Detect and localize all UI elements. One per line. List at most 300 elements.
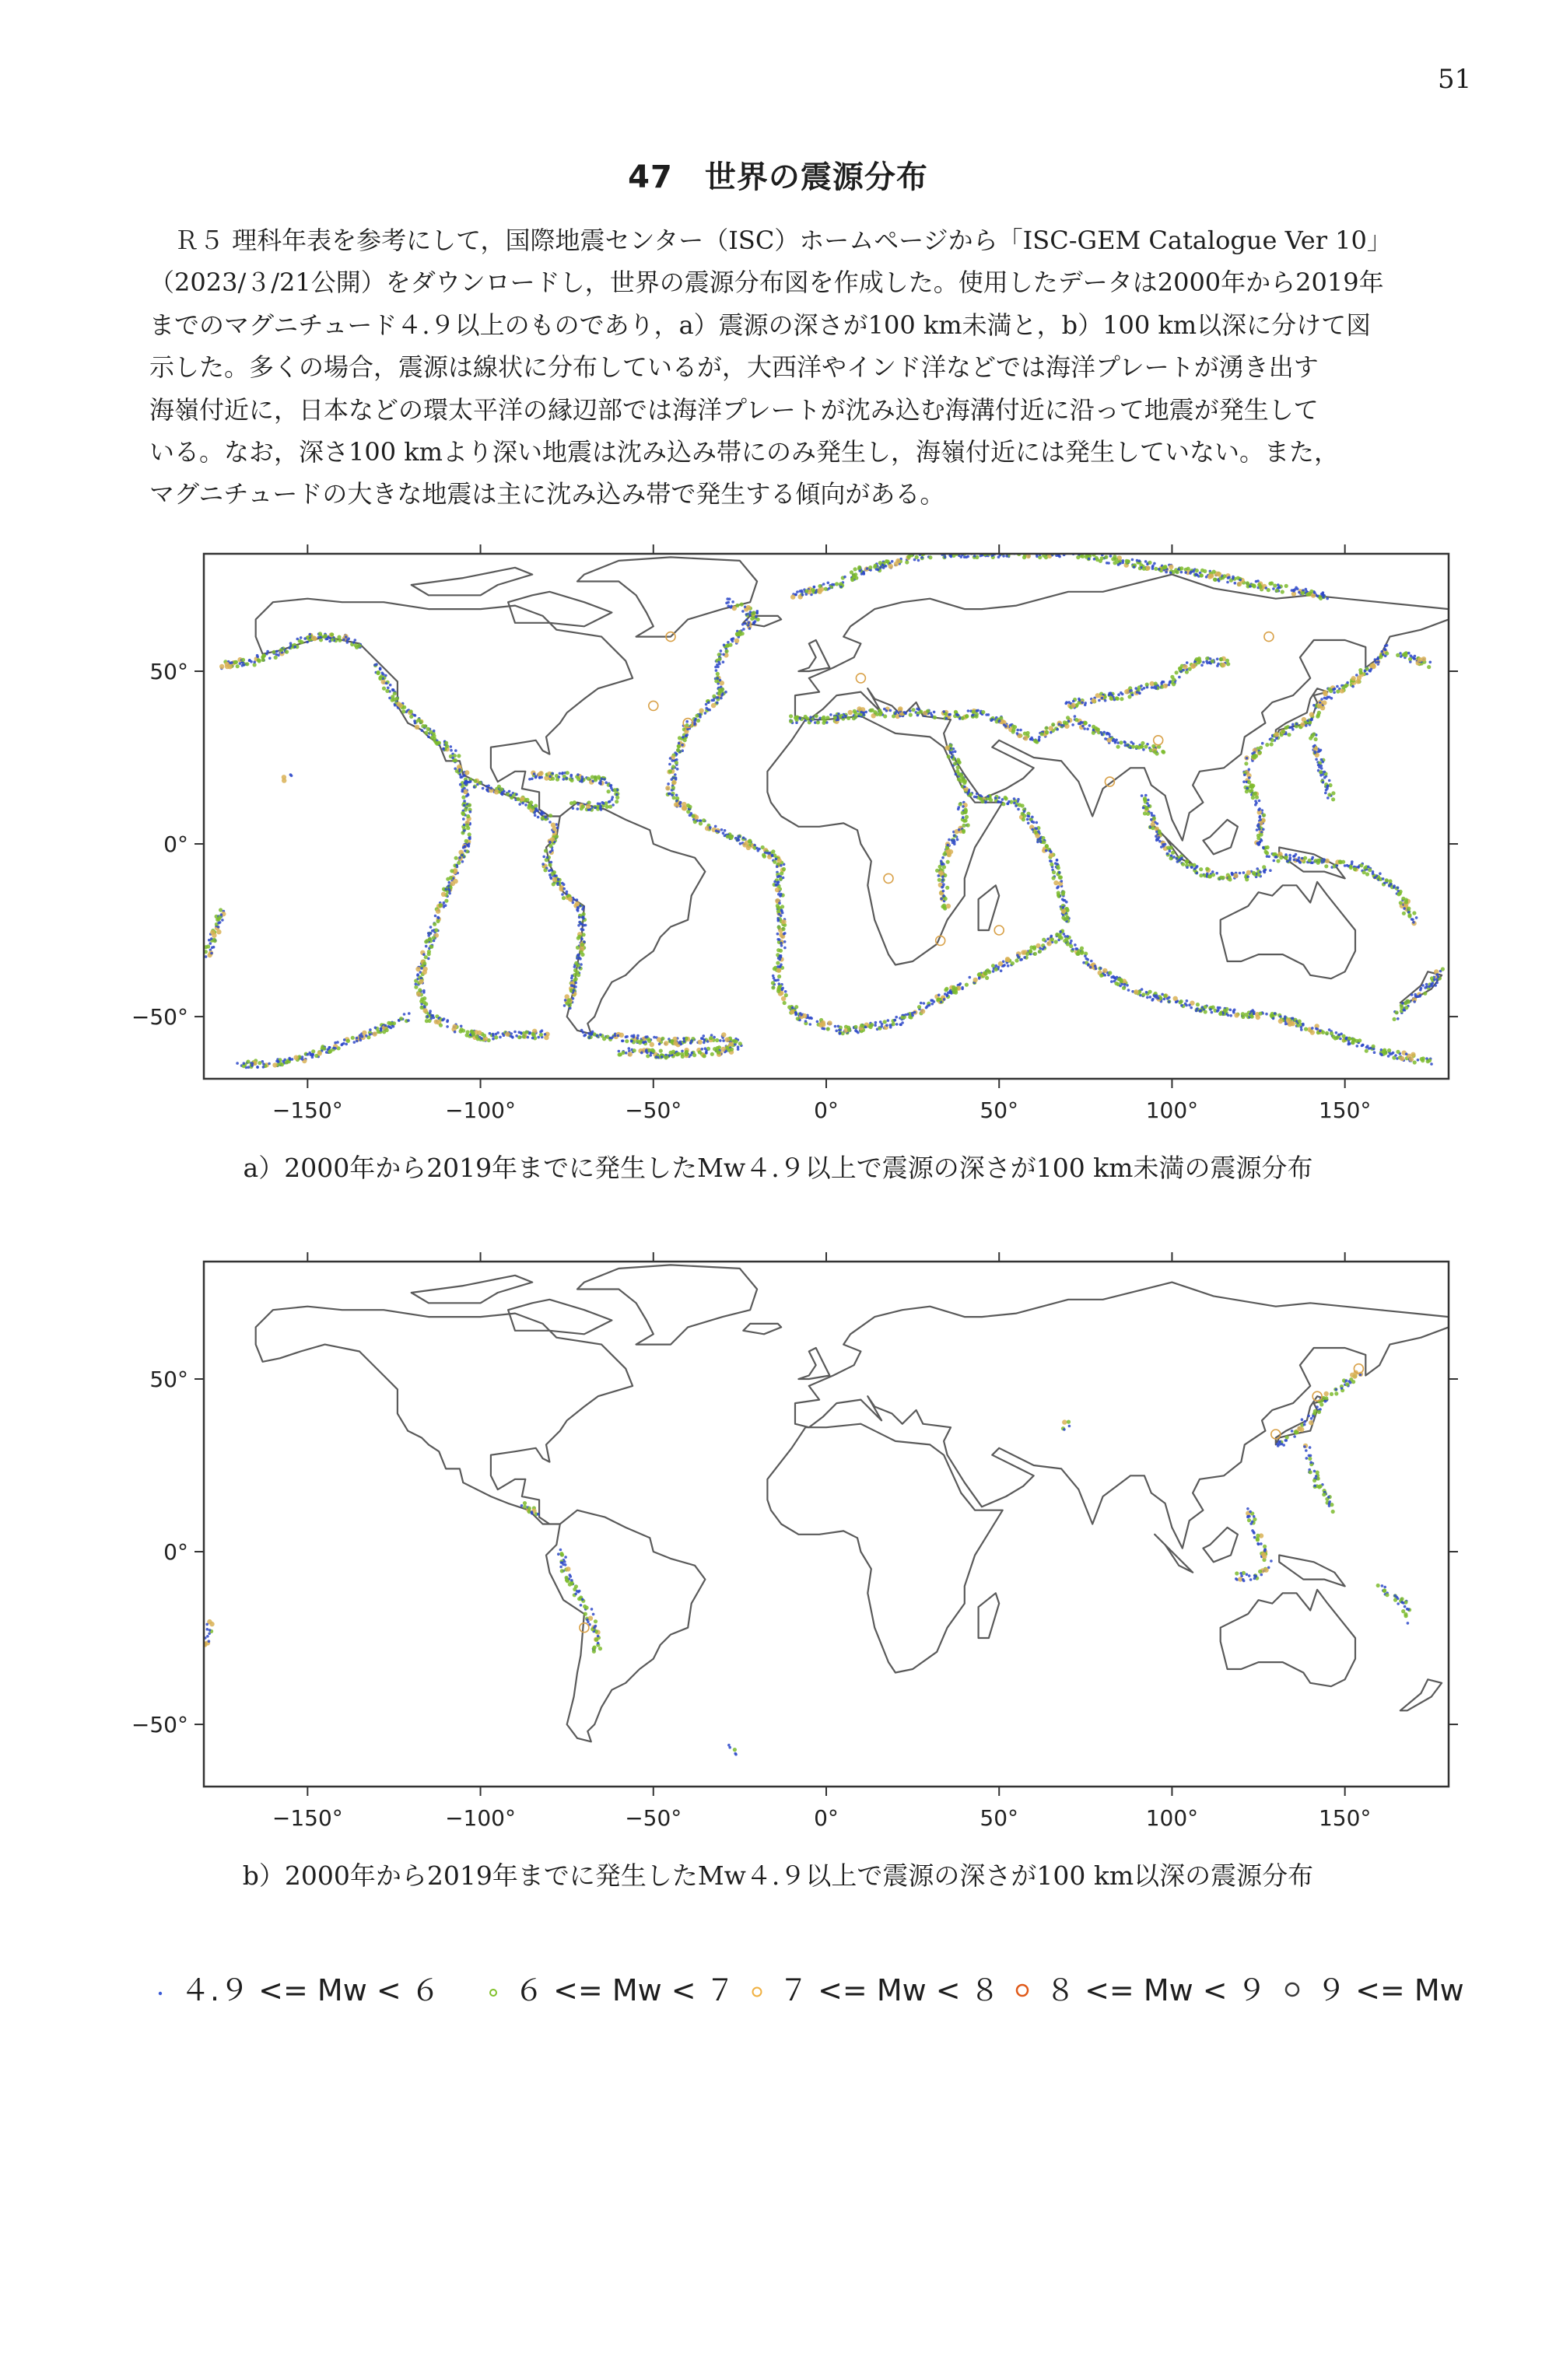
earthquake-dot [1061,908,1066,913]
earthquake-dot [957,760,961,764]
earthquake-dot [1322,860,1325,863]
earthquake-dot [272,1062,277,1067]
earthquake-dot [582,912,586,916]
earthquake-dot [1036,838,1039,842]
earthquake-dot [810,719,813,723]
earthquake-dot [823,1027,826,1031]
earthquake-dot [1080,947,1084,950]
earthquake-dot [1401,1002,1404,1005]
earthquake-dot [463,789,468,794]
earthquake-dot [510,793,513,796]
earthquake-dot [1148,804,1151,807]
earthquake-dot [555,835,559,838]
coastline [1203,820,1238,854]
earthquake-dot [1147,799,1150,802]
earthquake-dot [444,899,448,903]
earthquake-dot [1056,859,1059,862]
earthquake-dot [1215,872,1218,875]
earthquake-dot [387,687,390,690]
earthquake-dot [1277,583,1280,586]
earthquake-dot [574,1593,577,1596]
earthquake-dot [570,774,573,777]
earthquake-dot [289,642,293,645]
earthquake-dot [1056,887,1059,890]
earthquake-dot [825,716,829,719]
earthquake-dot [671,780,676,785]
earthquake-dot [459,783,462,786]
y-tick-label: 50° [149,659,188,684]
earthquake-dot [544,1035,548,1040]
earthquake-dot [972,710,976,714]
earthquake-dot [1130,741,1133,744]
earthquake-dot [533,811,536,814]
earthquake-dot [268,657,272,660]
earthquake-dot [1030,737,1033,740]
earthquake-dot [719,679,722,682]
earthquake-dot [951,842,955,845]
coastline [798,1348,829,1379]
earthquake-dot [1242,871,1246,874]
earthquake-dot [439,903,443,907]
earthquake-dot [815,714,818,718]
earthquake-dot [713,1036,716,1039]
earthquake-dot [853,715,857,719]
earthquake-dot [1326,796,1330,800]
earthquake-dot [1002,964,1005,968]
earthquake-dot [1345,1382,1349,1386]
earthquake-dot [548,873,552,877]
x-tick-label: 150° [1319,1097,1371,1123]
earthquake-dot [676,768,679,771]
earthquake-dot [813,586,816,589]
earthquake-dot [593,1646,597,1650]
earthquake-dot [1234,582,1237,585]
earthquake-dot [1150,812,1153,815]
earthquake-dot [268,1062,271,1066]
earthquake-dot [1253,755,1256,759]
earthquake-dot [1399,901,1403,905]
earthquake-dot [998,719,1001,723]
earthquake-dot [413,719,416,723]
earthquake-dot [1324,1396,1328,1400]
earthquake-dot [1281,730,1285,733]
earthquake-dot [566,1579,569,1583]
earthquake-dot [592,1613,595,1616]
earthquake-dot [615,796,619,800]
earthquake-dot [815,591,818,594]
earthquake-dot [1049,859,1052,863]
earthquake-dot [419,979,423,984]
earthquake-dot [548,841,552,844]
earthquake-dot [933,716,937,719]
earthquake-dot [1396,653,1400,657]
earthquake-dot [275,650,279,653]
earthquake-dot [716,672,720,676]
earthquake-dot [911,708,915,712]
earthquake-dot [1323,594,1326,597]
earthquake-dot [943,998,946,1001]
earthquake-dot [636,1037,640,1040]
earthquake-dot [669,757,672,760]
earthquake-dot [423,724,427,728]
earthquake-dot [773,860,776,864]
earthquake-dot [1270,738,1274,742]
earthquake-dot [587,777,591,781]
earthquake-dot [992,549,996,553]
earthquake-dot [531,1037,534,1040]
earthquake-dot [454,758,457,762]
earthquake-dot [1328,1503,1331,1506]
earthquake-dot [724,829,727,832]
caption-a: a）2000年から2019年までに発生したMw４.９以上で震源の深さが100 km未満の震源分布 [0,1148,1556,1185]
earthquake-dot [888,1024,892,1027]
x-tick-label: 100° [1146,1097,1198,1123]
earthquake-dot [1127,744,1130,747]
earthquake-dot [1232,576,1235,579]
earthquake-dot [1326,597,1329,600]
earthquake-dot [1074,943,1077,947]
earthquake-dot [489,1032,492,1035]
earthquake-dot [683,1040,686,1043]
earthquake-dot [1199,873,1203,877]
earthquake-dot [230,661,233,664]
earthquake-dot [1158,568,1161,571]
earthquake-dot [962,819,966,823]
earthquake-dot [1435,982,1439,985]
earthquake-dot [720,828,724,831]
earthquake-dot [953,761,957,765]
earthquake-dot [1295,1430,1298,1434]
earthquake-dot [1102,968,1107,973]
earthquake-dot [602,1037,606,1041]
earthquake-dot [1145,991,1148,994]
earthquake-dot [707,708,710,711]
earthquake-dot [1315,758,1318,761]
earthquake-dot [433,922,436,926]
body-line: 海嶺付近に，日本などの環太平洋の縁辺部では海洋プレートが沈み込む海溝付近に沿って地震が発生して [149,389,1464,431]
earthquake-dot [1284,726,1288,730]
earthquake-dot [783,1001,787,1005]
earthquake-dot [1313,1470,1316,1473]
earthquake-dot [990,719,993,722]
earthquake-dot [737,632,741,636]
earthquake-dot [951,756,954,759]
earthquake-dot [1192,863,1196,867]
earthquake-dot [382,1030,386,1034]
earthquake-dot [573,965,576,968]
earthquake-dot [1421,984,1425,987]
earthquake-dot [1116,745,1120,749]
earthquake-dot [780,915,783,918]
earthquake-dot [1317,859,1321,863]
earthquake-dot [322,1046,326,1050]
body-line: Ｒ５ 理科年表を参考にして，国際地震センター（ISC）ホームページから「ISC-GEM Catalogue Ver 10」 [149,219,1464,261]
coastline [546,1510,705,1742]
earthquake-dot [976,793,979,796]
earthquake-dot [782,877,785,880]
earthquake-dot [746,605,751,610]
earthquake-dot [1319,1029,1322,1032]
earthquake-dot [671,786,675,789]
earthquake-dot [1266,855,1269,858]
earthquake-dot [219,664,224,669]
earthquake-dot [246,1059,250,1063]
earthquake-dot [946,844,949,847]
earthquake-dot [1149,996,1152,999]
earthquake-dot [1413,1060,1417,1064]
earthquake-dot [1196,1007,1199,1010]
earthquake-dot [1251,1009,1254,1012]
earthquake-dot [1301,591,1305,595]
earthquake-dot [551,777,555,781]
earthquake-dot [1022,549,1025,553]
earthquake-dot [678,736,682,740]
earthquake-dot [1155,835,1158,838]
earthquake-dot [1387,1048,1391,1052]
earthquake-dot [466,844,469,847]
earthquake-dot [1326,787,1329,790]
earthquake-dot [524,803,527,807]
earthquake-dot [1305,590,1309,593]
earthquake-dot [356,1040,359,1043]
earthquake-dot [1257,873,1261,877]
earthquake-dot [1083,727,1086,730]
earthquake-dot [780,954,783,957]
earthquake-dot [724,835,727,838]
earthquake-dot [563,1560,566,1563]
earthquake-dot [1040,732,1044,736]
earthquake-dot [880,1025,883,1028]
earthquake-dot [874,1024,877,1027]
earthquake-dot [776,865,779,868]
earthquake-dot [818,584,822,588]
earthquake-dot [1203,569,1207,573]
earthquake-dot [1173,996,1178,1001]
earthquake-dot [236,1062,239,1065]
earthquake-dot [463,804,466,807]
earthquake-dot [599,805,602,808]
earthquake-dot [1248,768,1251,772]
earthquake-dot [937,878,941,882]
earthquake-dot [465,824,469,828]
earthquake-dot [779,965,782,968]
earthquake-dot [205,955,208,958]
earthquake-dot [1172,677,1176,681]
earthquake-dot [705,1052,708,1055]
earthquake-dot [581,1598,584,1601]
earthquake-dot [981,710,985,714]
earthquake-dot [359,1034,362,1037]
earthquake-dot [1409,1057,1414,1062]
earthquake-dot [582,933,586,936]
earthquake-dot [1319,774,1323,777]
earthquake-dot [1333,691,1336,695]
earthquake-dot [1219,657,1223,661]
earthquake-dot [357,644,361,648]
coastline [979,1593,1000,1638]
earthquake-dot [1004,549,1008,552]
earthquake-dot [1346,864,1349,867]
earthquake-dot [1311,1027,1314,1030]
earthquake-dot [1328,696,1331,699]
earthquake-dot [1168,996,1171,999]
earthquake-dot [752,611,756,614]
earthquake-dot [1302,1023,1305,1026]
earthquake-dot [1420,987,1423,990]
earthquake-dot [466,814,470,818]
earthquake-dot [580,943,584,947]
earthquake-dot [846,716,850,720]
earthquake-dot [415,967,420,971]
earthquake-dot [1275,589,1279,593]
earthquake-dot [1324,864,1328,868]
earthquake-dot [1336,689,1340,693]
earthquake-dot [710,1052,714,1056]
earthquake-dot [424,955,428,959]
earthquake-dot [716,677,719,680]
earthquake-dot [780,871,783,875]
earthquake-dot [766,852,769,855]
earthquake-dot [544,816,547,819]
earthquake-dot [1316,1471,1319,1475]
earthquake-dot [538,776,541,779]
earthquake-dot [1161,750,1165,754]
earthquake-dot [551,772,554,775]
earthquake-dot [689,1041,692,1045]
earthquake-dot [776,909,780,913]
earthquake-dot [1256,1015,1260,1020]
earthquake-dot [463,775,466,778]
earthquake-dot [917,1005,921,1009]
earthquake-dot [536,810,539,813]
earthquake-dot [1207,874,1211,878]
earthquake-dot [780,864,783,867]
earthquake-dot [429,932,433,935]
earthquake-dot [1144,794,1148,797]
earthquake-dot [1427,665,1431,669]
earthquake-dot [676,748,680,752]
earthquake-dot [1110,980,1113,983]
earthquake-dot [987,795,990,798]
earthquake-dot [1005,957,1010,961]
earthquake-dot [1142,807,1145,810]
earthquake-dot [1050,937,1054,941]
earthquake-dot [369,1033,372,1036]
earthquake-dot [1022,817,1025,821]
earthquake-dot [1151,565,1155,569]
earthquake-dot [1277,1440,1281,1444]
earthquake-dot [1056,728,1059,731]
earthquake-dot [513,1031,517,1034]
earthquake-dot [895,1016,898,1019]
earthquake-dot [1148,561,1151,565]
earthquake-dot [791,1006,794,1010]
earthquake-dot [1127,989,1130,992]
earthquake-dot [726,835,730,838]
earthquake-dot [457,861,461,865]
earthquake-dot [679,1041,682,1044]
earthquake-dot [427,1019,431,1023]
earthquake-dot [1397,1017,1400,1020]
earthquake-dot [577,954,580,957]
earthquake-dot [1244,761,1248,765]
earthquake-dot [1023,736,1028,740]
earthquake-dot [446,1025,449,1028]
earthquake-dot [944,897,948,901]
earthquake-dot [1066,716,1070,719]
earthquake-dot [585,1605,589,1609]
earthquake-dot [469,810,472,814]
earthquake-dot [293,1055,298,1060]
earthquake-dot [473,786,476,789]
earthquake-dot [576,973,580,977]
earthquake-dot [433,730,436,733]
earthquake-dot [1251,796,1255,800]
earthquake-dot [330,632,334,636]
earthquake-dot [576,946,580,950]
earthquake-dot [576,803,580,806]
earthquake-dot [626,1035,629,1038]
earthquake-dot [1188,1003,1191,1006]
earthquake-dot [1252,792,1256,796]
earthquake-dot [448,881,451,884]
earthquake-dot [1284,853,1288,856]
earthquake-dot [1310,734,1314,738]
earthquake-dot [1431,985,1434,988]
earthquake-dot [873,710,877,714]
earthquake-dot [1261,742,1264,745]
earthquake-dot [1196,865,1199,868]
earthquake-dot [945,846,949,850]
earthquake-dot [1312,1415,1315,1418]
earthquake-dot [1265,743,1269,747]
earthquake-dot [562,1563,565,1566]
earthquake-dot [1435,978,1439,982]
earthquake-dot [1217,663,1220,666]
earthquake-dot [611,1037,614,1040]
earthquake-dot [436,909,440,914]
earthquake-dot [1186,661,1189,664]
earthquake-dot [1117,693,1120,696]
earthquake-dot [1317,703,1322,708]
earthquake-dot [1256,828,1259,831]
earthquake-dot [328,1049,332,1053]
earthquake-dot [1259,833,1263,837]
earthquake-dot [598,1647,602,1650]
earthquake-dot [578,916,581,919]
earthquake-dot [1123,983,1127,986]
earthquake-dot [948,838,951,842]
earthquake-dot [887,1019,890,1022]
earthquake-dot [776,933,780,936]
earthquake-dot [256,1066,259,1069]
earthquake-dot [741,610,745,613]
earthquake-dot [1309,1470,1312,1474]
earthquake-dot [928,555,932,559]
earthquake-dot [885,559,888,563]
earthquake-dot [1259,818,1262,821]
earthquake-dot [1337,1034,1340,1037]
earthquake-dot [1221,663,1225,667]
earthquake-dot [702,818,706,822]
earthquake-dot [951,751,955,754]
earthquake-dot [809,716,812,719]
earthquake-dot [1064,702,1067,705]
earthquake-dot [667,782,670,786]
earthquake-dot [427,950,431,954]
earthquake-dot [471,1032,475,1036]
earthquake-dot [557,878,560,881]
